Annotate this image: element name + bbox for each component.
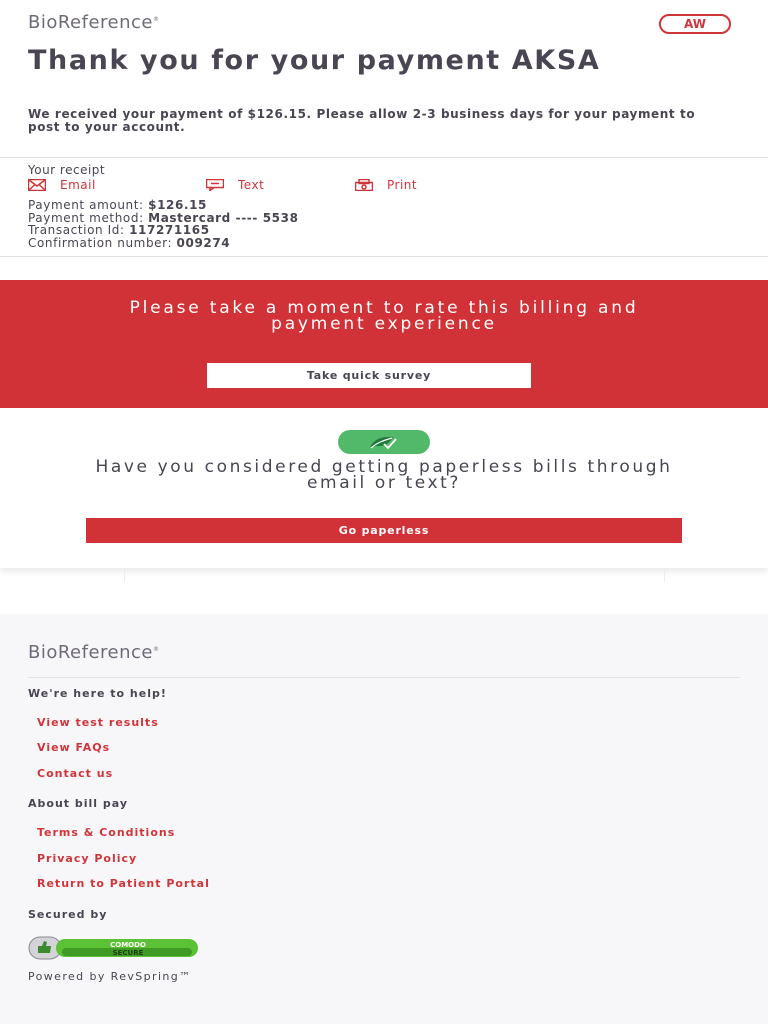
transaction-id-value: 117271165 (129, 223, 210, 237)
divider (0, 256, 768, 257)
footer-divider (28, 677, 740, 678)
email-receipt-button[interactable] (28, 178, 96, 192)
brand-logo[interactable] (28, 12, 160, 33)
survey-banner (0, 280, 768, 408)
go-paperless-button[interactable]: Go paperless (86, 518, 682, 543)
help-heading: We're here to help! (28, 687, 167, 700)
divider (664, 568, 665, 582)
receipt-details (28, 199, 299, 249)
confirmation-number-row (28, 237, 299, 250)
payment-amount-value: $126.15 (148, 198, 207, 212)
print-receipt-button[interactable] (355, 178, 417, 192)
view-test-results-link[interactable]: View test results (37, 716, 159, 729)
paperless-prompt: Have you considered getting paperless bills through email or text? (95, 457, 673, 493)
footer-logo-text: BioReference (28, 642, 154, 663)
receipt-title: Your receipt (28, 163, 106, 177)
text-receipt-label: Text (238, 178, 265, 192)
take-survey-button[interactable]: Take quick survey (207, 363, 531, 388)
badge-graphic (28, 936, 200, 960)
brand-logo-text: BioReference (28, 12, 154, 33)
text-receipt-button[interactable] (206, 178, 264, 192)
confirmation-number-label: Confirmation number: (28, 235, 173, 250)
printer-icon (355, 179, 373, 191)
page-title: Thank you for your payment AKSA (28, 45, 601, 76)
confirmation-number-value: 009274 (176, 235, 231, 250)
powered-by: Powered by RevSpring™ (28, 970, 192, 983)
secured-heading: Secured by (28, 908, 108, 921)
print-receipt-label: Print (387, 178, 418, 192)
envelope-icon (28, 179, 46, 191)
survey-prompt: Please take a moment to rate this billing and payment experience (129, 298, 639, 334)
payment-method-value: Mastercard ---- 5538 (148, 210, 299, 225)
brand-logo-mark: ® (153, 16, 160, 23)
badge-text-bottom: SECURE (112, 949, 144, 957)
leaf-icon (338, 430, 430, 454)
contact-us-link[interactable]: Contact us (37, 767, 114, 780)
paperless-card (0, 408, 768, 568)
email-receipt-label: Email (60, 178, 96, 192)
comodo-secure-badge[interactable] (28, 936, 200, 960)
divider (0, 157, 768, 158)
terms-conditions-link[interactable]: Terms & Conditions (37, 826, 176, 839)
payment-method-label: Payment method: (28, 210, 144, 225)
payment-message: We received your payment of $126.15. Please allow 2-3 business days for your payment to post to your account. (28, 107, 696, 134)
footer-logo[interactable] (28, 642, 160, 663)
payment-amount-label: Payment amount: (28, 198, 144, 212)
transaction-id-label: Transaction Id: (28, 223, 125, 237)
divider (124, 568, 125, 582)
view-faqs-link[interactable]: View FAQs (37, 741, 111, 754)
footer (0, 614, 768, 1024)
privacy-policy-link[interactable]: Privacy Policy (37, 852, 138, 865)
footer-logo-mark: ® (153, 646, 160, 653)
about-heading: About bill pay (28, 797, 129, 810)
return-to-portal-link[interactable]: Return to Patient Portal (37, 877, 210, 890)
chat-icon (206, 179, 224, 191)
user-avatar[interactable]: AW (659, 14, 731, 34)
badge-text-top: COMODO (110, 941, 146, 949)
